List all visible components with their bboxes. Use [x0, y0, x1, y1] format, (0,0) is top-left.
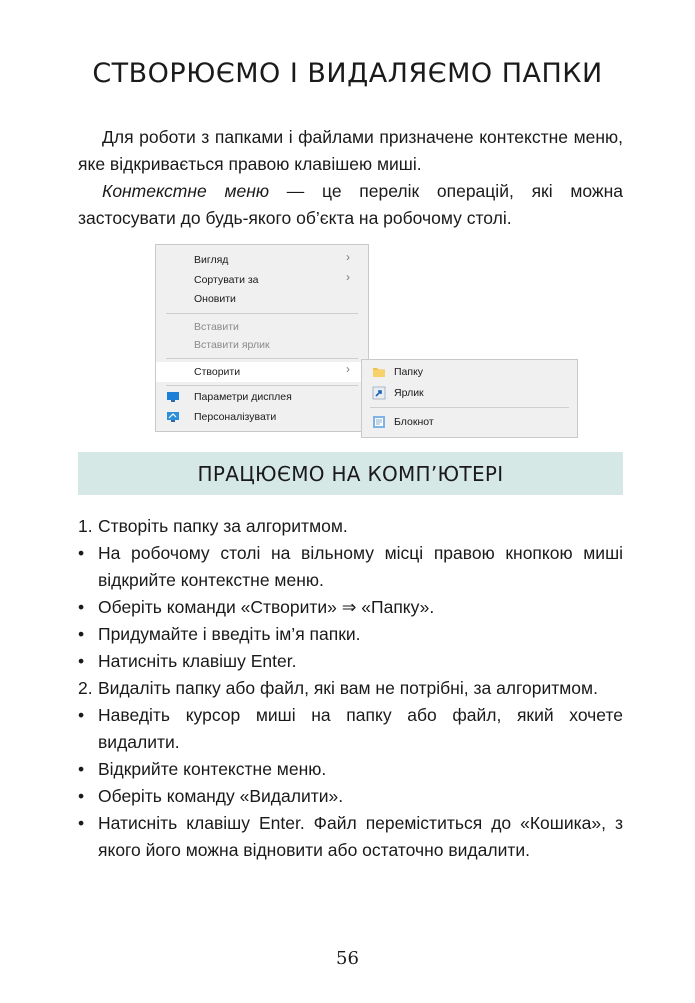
numbered-step: [78, 513, 623, 540]
bullet-item: [78, 756, 623, 783]
menu-item-paste: Вставити: [194, 321, 239, 333]
intro-paragraph-2: [78, 178, 623, 232]
list-marker: 2.: [78, 678, 93, 698]
menu-item-paste-shortcut: Вставити ярлик: [194, 339, 270, 351]
menu-item-new[interactable]: Створити: [194, 366, 241, 378]
section-header-band: [78, 452, 623, 495]
folder-icon: [372, 365, 386, 379]
bullet-item: [78, 648, 623, 675]
step-text: Відкрийте контекстне меню.: [98, 759, 327, 779]
bullet-item: [78, 702, 623, 756]
menu-separator: [166, 385, 358, 386]
menu-separator: [166, 358, 358, 359]
bullet-item: [78, 621, 623, 648]
steps-list: [78, 513, 623, 864]
chevron-right-icon: ›: [346, 362, 350, 376]
submenu-new: [361, 359, 578, 438]
submenu-item-folder[interactable]: Папку: [394, 366, 424, 378]
bullet-item: [78, 594, 623, 621]
step-text: Наведіть курсор миші на папку або файл, який хочете видалити.: [98, 705, 623, 752]
menu-separator: [166, 313, 358, 314]
menu-item-sort[interactable]: Сортувати за: [194, 274, 259, 286]
page-title: СТВОРЮЄМО І ВИДАЛЯЄМО ПАПКИ: [92, 58, 603, 89]
menu-item-display-settings[interactable]: Параметри дисплея: [194, 391, 292, 403]
menu-item-personalize[interactable]: Персоналізувати: [194, 411, 277, 423]
notepad-icon: [372, 415, 386, 429]
step-text: Придумайте і введіть ім’я папки.: [98, 624, 361, 644]
step-text: Створіть папку за алгоритмом.: [98, 516, 348, 536]
list-marker: •: [78, 705, 85, 725]
list-marker: 1.: [78, 516, 93, 536]
list-marker: •: [78, 759, 85, 779]
page-number: 56: [336, 948, 359, 969]
submenu-item-notepad[interactable]: Блокнот: [394, 416, 434, 428]
term-context-menu: Контекстне меню: [102, 181, 270, 201]
list-marker: •: [78, 786, 85, 806]
chevron-right-icon: ›: [346, 270, 350, 284]
list-marker: •: [78, 813, 85, 833]
intro-text: [78, 124, 623, 232]
step-text: Оберіть команди «Створити» ⇒ «Папку».: [98, 597, 435, 617]
shortcut-icon: [372, 386, 386, 400]
list-marker: •: [78, 624, 85, 644]
chevron-right-icon: ›: [346, 250, 350, 264]
intro-definition: — це перелік операцій, які можна застосувати до будь-якого об’єкта на робочому столі.: [78, 181, 624, 228]
section-title: ПРАЦЮЄМО НА КОМП’ЮТЕРІ: [197, 462, 504, 486]
step-text: Оберіть команду «Видалити».: [98, 786, 344, 806]
display-icon: [166, 391, 180, 403]
step-text: Натисніть клавішу Enter. Файл переміститься до «Кошика», з якого його можна відновити або остаточно видалити.: [98, 813, 623, 860]
list-marker: •: [78, 543, 85, 563]
bullet-item: [78, 783, 623, 810]
list-marker: •: [78, 597, 85, 617]
menu-item-refresh[interactable]: Оновити: [194, 293, 236, 305]
personalize-icon: [166, 411, 180, 423]
step-text: Натисніть клавішу Enter.: [98, 651, 297, 671]
intro-paragraph-1: Для роботи з папками і файлами призначене контекстне меню, яке відкривається правою клавішею миші.: [78, 127, 623, 174]
submenu-item-shortcut[interactable]: Ярлик: [394, 387, 424, 399]
step-text: На робочому столі на вільному місці правою кнопкою миші відкрийте контекстне меню.: [98, 543, 623, 590]
menu-item-view[interactable]: Вигляд: [194, 254, 229, 266]
submenu-separator: [370, 407, 569, 408]
bullet-item: [78, 540, 623, 594]
list-marker: •: [78, 651, 85, 671]
menu-highlight: [156, 362, 368, 382]
numbered-step: [78, 675, 623, 702]
step-text: Видаліть папку або файл, які вам не потрібні, за алгоритмом.: [98, 678, 598, 698]
context-menu: [155, 244, 369, 432]
bullet-item: [78, 810, 623, 864]
